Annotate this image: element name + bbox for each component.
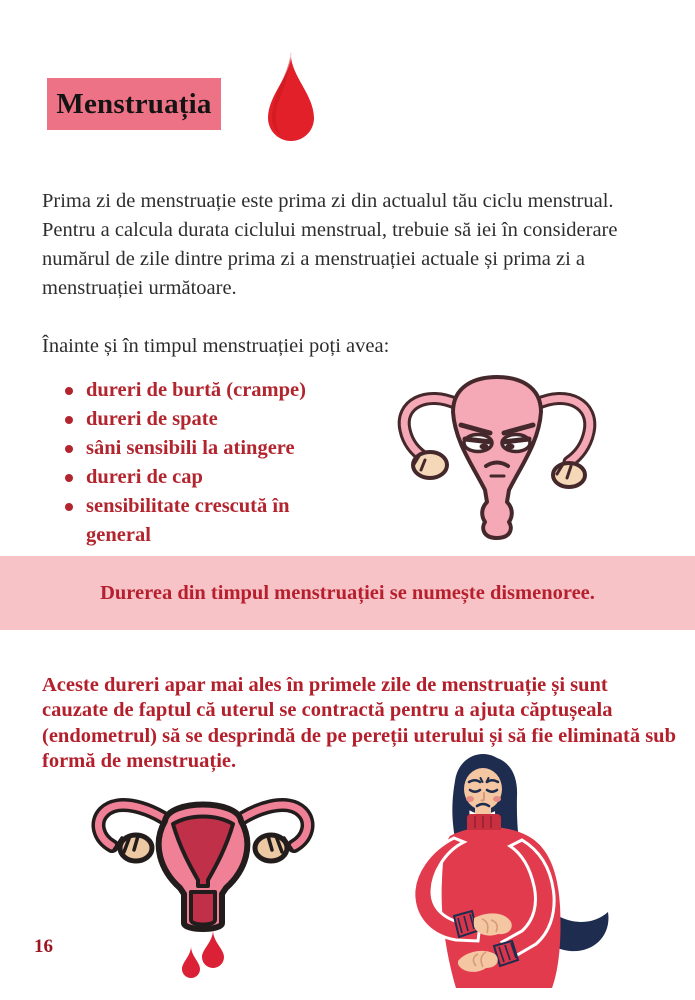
symptom-item bbox=[58, 434, 358, 463]
uterus-bleeding-illustration bbox=[70, 786, 335, 996]
banner-text: Durerea din timpul menstruației se numește dismenoree. bbox=[100, 581, 595, 604]
title-block bbox=[47, 78, 221, 130]
symptoms-heading: Înainte și în timpul menstruației poți avea: bbox=[42, 334, 390, 357]
symptom-text: dureri de burtă (crampe) bbox=[86, 379, 306, 401]
symptom-text: dureri de spate bbox=[86, 408, 218, 430]
symptom-item bbox=[58, 492, 358, 550]
blood-drop-icon bbox=[260, 50, 322, 152]
symptom-item bbox=[58, 376, 358, 405]
symptom-text: sensibilitate crescută în general bbox=[86, 495, 290, 546]
dysmenorrhea-banner bbox=[0, 556, 695, 630]
explanation-paragraph: Aceste dureri apar mai ales în primele zile de menstruație și sunt cauzate de faptul că uterul se contractă pentru a ajuta căptușeala (endometrul) să se desprindă de pe pereții uterului și să fie eliminată sub formă de menstruație. bbox=[42, 673, 676, 772]
page-title: Menstruația bbox=[56, 87, 212, 120]
intro-paragraph: Prima zi de menstruație este prima zi din actualul tău ciclu menstrual. Pentru a calcula durata ciclului menstrual, trebuie să iei în considerare numărul de zile dintre prima zi a menstruației actuale și prima zi a menstruației următoare. bbox=[42, 189, 618, 299]
symptom-text: sâni sensibili la atingere bbox=[86, 437, 295, 459]
page-number: 16 bbox=[34, 936, 53, 957]
symptom-item bbox=[58, 463, 358, 492]
symptoms-list bbox=[58, 376, 358, 550]
woman-cramps-illustration bbox=[392, 748, 658, 994]
symptom-text: dureri de cap bbox=[86, 466, 203, 488]
symptom-item bbox=[58, 405, 358, 434]
angry-uterus-illustration bbox=[383, 370, 611, 546]
